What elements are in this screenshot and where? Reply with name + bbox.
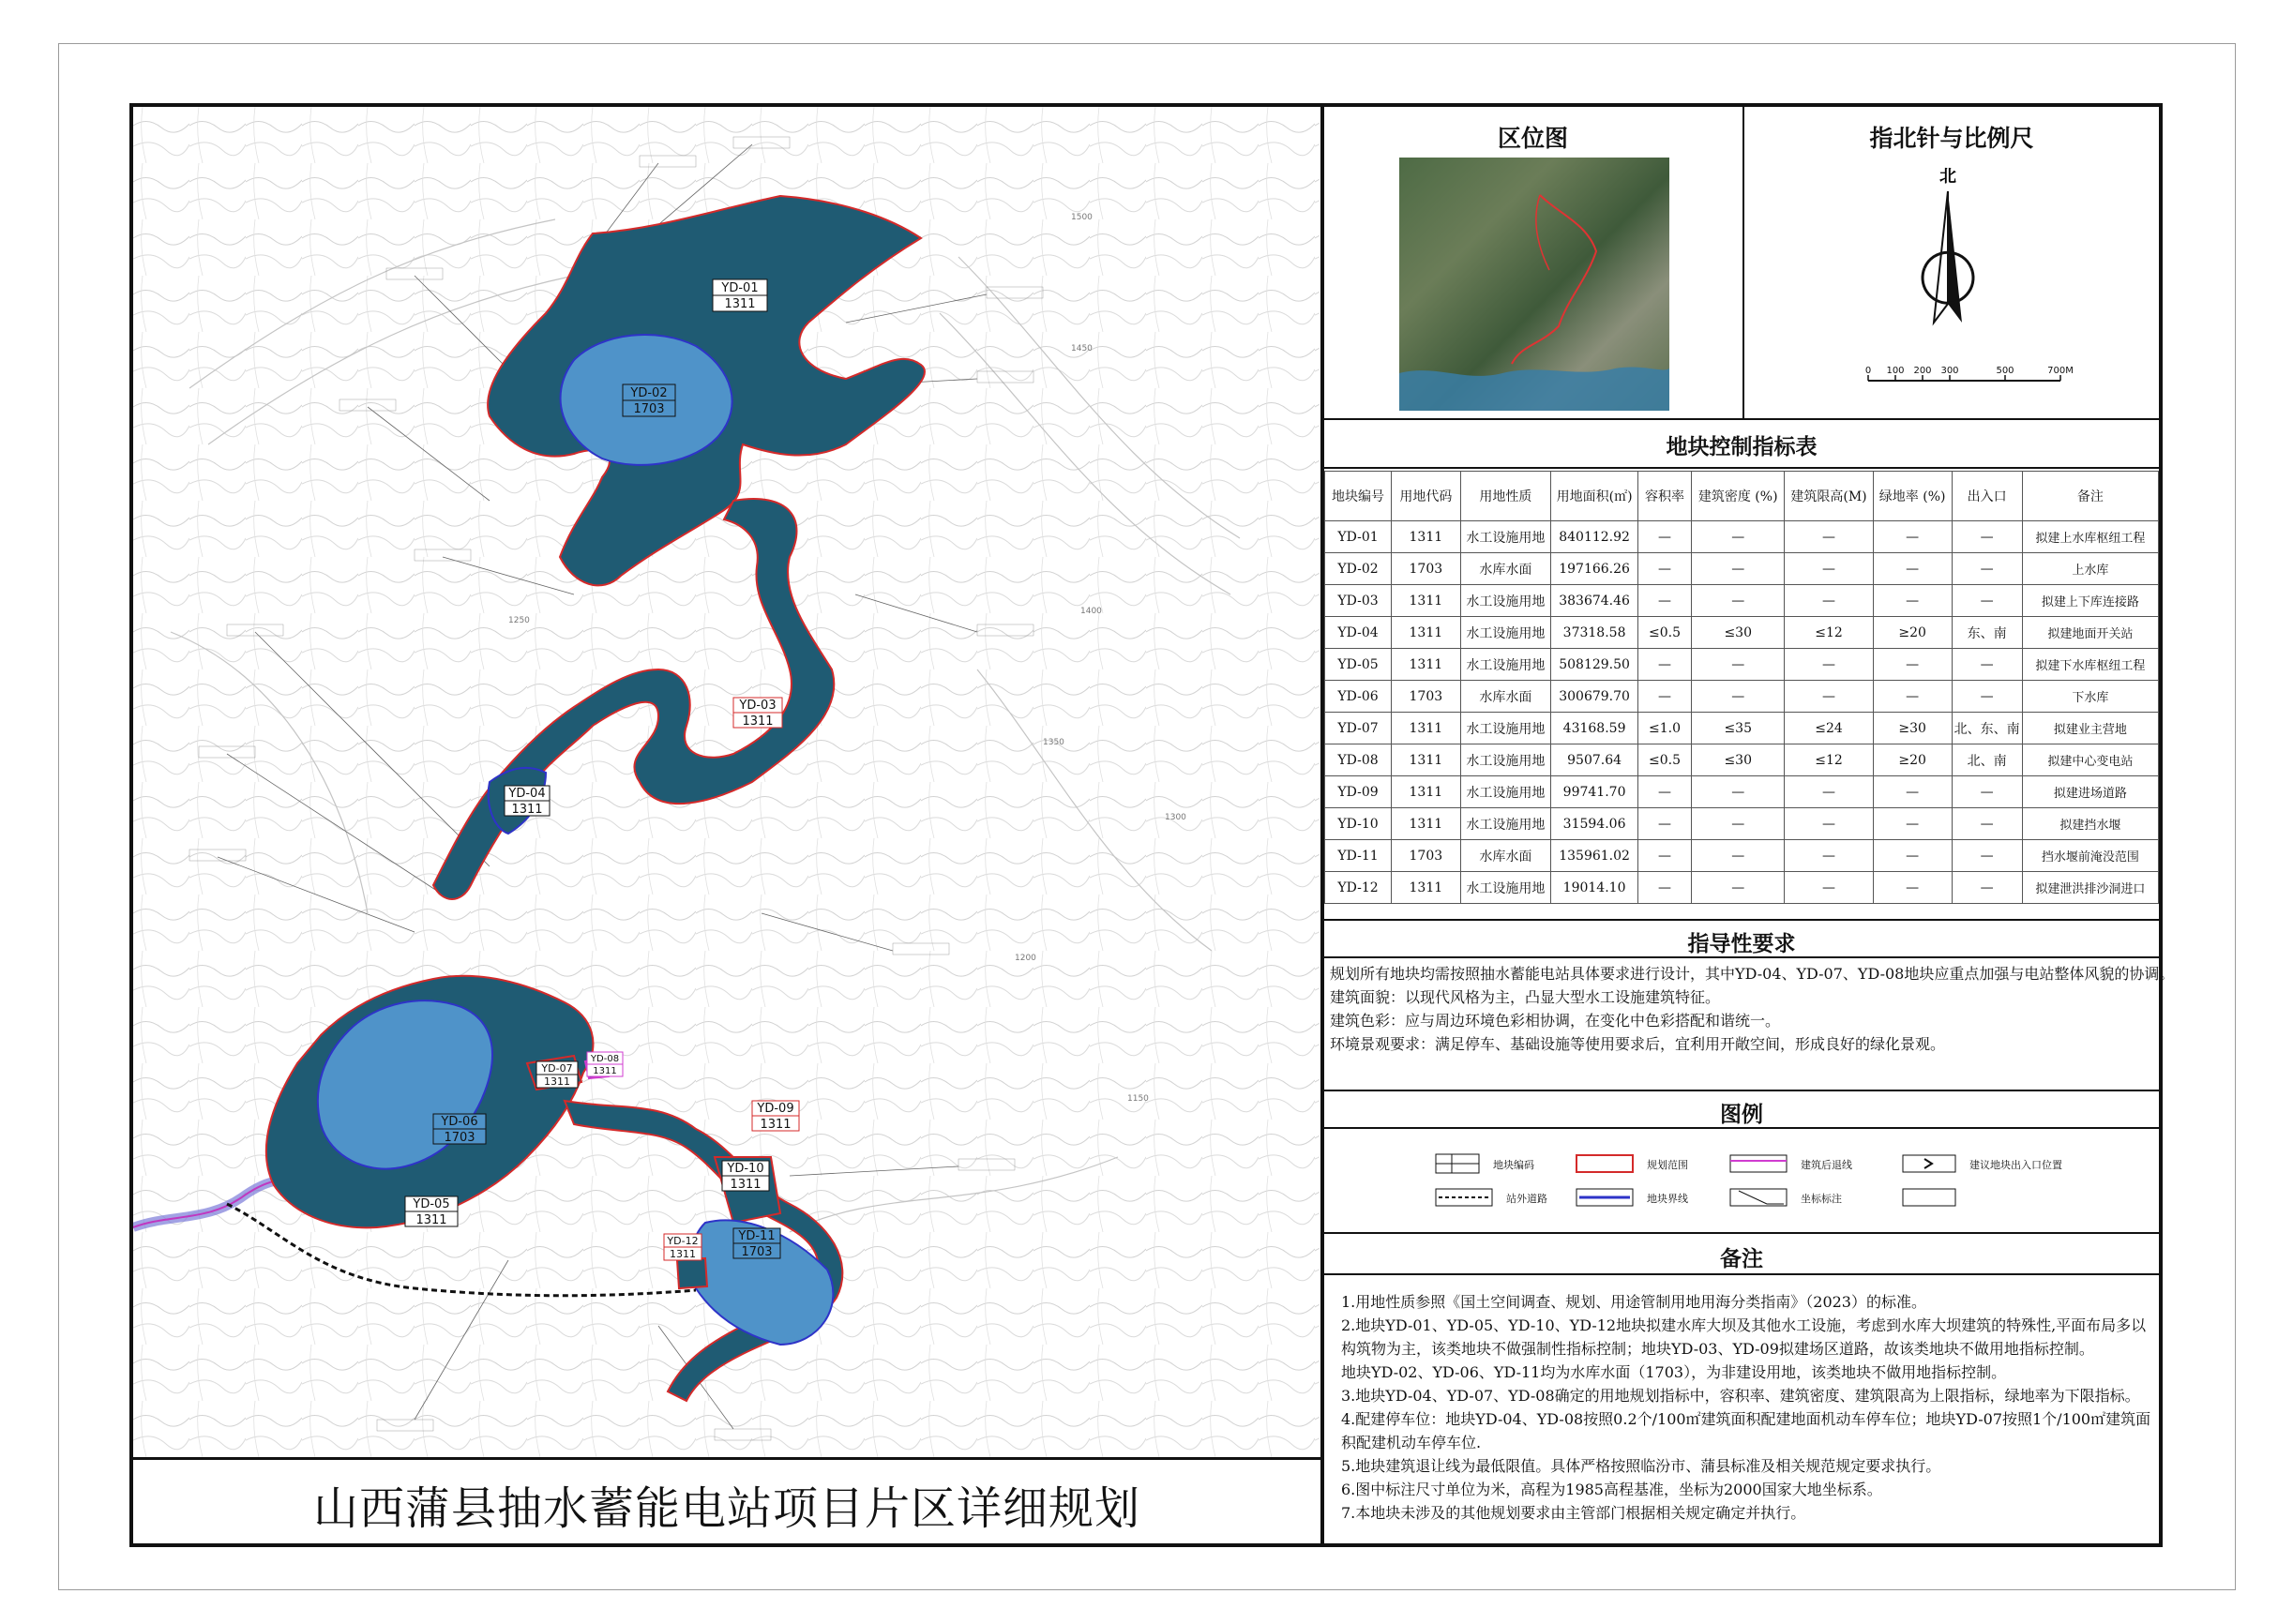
legend-planning-boundary xyxy=(1576,1153,1688,1176)
table-cell: YD-03 xyxy=(1325,585,1392,617)
notes-heading: 备注 xyxy=(1720,1246,1763,1271)
table-cell: 99741.70 xyxy=(1551,776,1638,808)
divider-4 xyxy=(1324,956,2159,958)
table-row xyxy=(1325,776,2159,808)
divider-3 xyxy=(1324,919,2159,921)
table-row xyxy=(1325,872,2159,904)
divider-1 xyxy=(1324,418,2159,420)
svg-text:YD-01: YD-01 xyxy=(721,281,759,295)
table-cell: 拟建地面开关站 xyxy=(2022,617,2158,649)
table-cell: 水工设施用地 xyxy=(1460,776,1551,808)
table-cell: ≥20 xyxy=(1873,617,1952,649)
guidance-line: 环境景观要求：满足停车、基础设施等使用要求后，宜利用开敞空间，形成良好的绿化景观。 xyxy=(1330,1035,1946,1053)
table-cell: 上水库 xyxy=(2022,553,2158,585)
table-cell: ≤35 xyxy=(1692,713,1785,744)
location-map-heading: 区位图 xyxy=(1497,125,1568,152)
table-cell: 1311 xyxy=(1392,744,1461,776)
svg-text:YD-06: YD-06 xyxy=(441,1115,478,1129)
legend-label: 站外道路 xyxy=(1506,1193,1547,1205)
table-cell: — xyxy=(1785,553,1873,585)
table-cell: — xyxy=(1785,840,1873,872)
divider-7 xyxy=(1324,1232,2159,1234)
note-line: 4.配建停车位：地块YD-04、YD-08按照0.2个/100㎡建筑面积配建地面机动车停车位；地块YD-07按照1个/100㎡建筑面积配建机动车停车位. xyxy=(1341,1410,2151,1451)
table-cell: — xyxy=(1873,776,1952,808)
legend-label: 地块编码 xyxy=(1493,1159,1534,1171)
svg-text:1311: 1311 xyxy=(415,1213,447,1227)
note-line: 2.地块YD-01、YD-05、YD-10、YD-12地块拟建水库大坝及其他水工设施，考虑到水库大坝建筑的特殊性,平面布局多以构筑物为主，该类地块不做强制性指标控制；地块YD-03、YD-09拟建场区道路，故该类地块不做用地指标控制。 xyxy=(1341,1316,2147,1358)
table-cell: 383674.46 xyxy=(1551,585,1638,617)
table-cell: 1703 xyxy=(1392,840,1461,872)
table-row xyxy=(1325,681,2159,713)
table-cell: ≤1.0 xyxy=(1638,713,1692,744)
table-cell: 拟建进场道路 xyxy=(2022,776,2158,808)
table-cell: — xyxy=(1952,840,2022,872)
table-cell: — xyxy=(1638,649,1692,681)
external-road-swatch xyxy=(1435,1187,1495,1210)
table-cell: — xyxy=(1952,553,2022,585)
table-cell: — xyxy=(1873,808,1952,840)
table-cell: 43168.59 xyxy=(1551,713,1638,744)
svg-text:YD-04: YD-04 xyxy=(508,787,546,801)
table-cell: 拟建下水库枢纽工程 xyxy=(2022,649,2158,681)
table-cell: 北、南 xyxy=(1952,744,2022,776)
table-cell: 水工设施用地 xyxy=(1460,713,1551,744)
table-cell: ≤0.5 xyxy=(1638,617,1692,649)
svg-text:500: 500 xyxy=(1996,366,2014,376)
table-row xyxy=(1325,808,2159,840)
guidance-line: 建筑面貌：以现代风格为主，凸显大型水工设施建筑特征。 xyxy=(1330,988,1721,1006)
svg-text:1703: 1703 xyxy=(444,1131,475,1145)
note-line: 7.本地块未涉及的其他规划要求由主管部门根据相关规定确定并执行。 xyxy=(1341,1504,1806,1522)
legend-entrance xyxy=(1902,1153,2062,1176)
legend-coordinate-mark xyxy=(1729,1187,1842,1210)
parcel-label-yd-05[interactable] xyxy=(405,1196,458,1227)
table-cell: — xyxy=(1873,840,1952,872)
legend-parcel-boundary xyxy=(1576,1187,1688,1210)
svg-text:YD-10: YD-10 xyxy=(727,1162,764,1176)
table-cell: — xyxy=(1785,872,1873,904)
table-cell: 19014.10 xyxy=(1551,872,1638,904)
scale-bar xyxy=(1859,360,2074,398)
legend-label: 建筑后退线 xyxy=(1801,1159,1852,1171)
legend-label: 坐标标注 xyxy=(1801,1193,1842,1205)
table-cell: 拟建挡水堰 xyxy=(2022,808,2158,840)
info-panel xyxy=(1324,107,2175,1543)
table-cell: YD-02 xyxy=(1325,553,1392,585)
table-cell: ≥30 xyxy=(1873,713,1952,744)
legend-label: 规划范围 xyxy=(1647,1159,1688,1171)
svg-text:1311: 1311 xyxy=(511,803,543,817)
svg-text:1350: 1350 xyxy=(1043,738,1064,747)
svg-text:YD-05: YD-05 xyxy=(413,1197,450,1211)
divider-8 xyxy=(1324,1273,2159,1275)
svg-text:1450: 1450 xyxy=(1071,344,1093,353)
parcel-label-yd-08[interactable] xyxy=(587,1052,623,1076)
divider-2 xyxy=(1324,467,2159,469)
table-cell: 北、东、南 xyxy=(1952,713,2022,744)
table-cell: — xyxy=(1785,808,1873,840)
table-cell: 1311 xyxy=(1392,713,1461,744)
table-cell: — xyxy=(1638,585,1692,617)
svg-text:1311: 1311 xyxy=(544,1075,570,1088)
table-cell: YD-09 xyxy=(1325,776,1392,808)
table-cell: 1311 xyxy=(1392,776,1461,808)
svg-text:YD-12: YD-12 xyxy=(667,1235,699,1247)
table-cell: 水库水面 xyxy=(1460,553,1551,585)
table-cell: YD-08 xyxy=(1325,744,1392,776)
table-cell: — xyxy=(1638,872,1692,904)
table-cell: — xyxy=(1873,681,1952,713)
table-cell: — xyxy=(1873,553,1952,585)
table-row xyxy=(1325,553,2159,585)
control-table-heading: 地块控制指标表 xyxy=(1666,434,1818,459)
table-cell: — xyxy=(1638,840,1692,872)
divider-5 xyxy=(1324,1090,2159,1091)
planning-boundary-swatch xyxy=(1576,1153,1636,1176)
table-cell: 300679.70 xyxy=(1551,681,1638,713)
table-cell: 水工设施用地 xyxy=(1460,585,1551,617)
map-title: 山西蒲县抽水蓄能电站项目片区详细规划 xyxy=(312,1483,1140,1534)
note-line: 1.用地性质参照《国土空间调查、规划、用途管制用地用海分类指南》（2023）的标准。 xyxy=(1341,1293,1926,1311)
setback-line-swatch xyxy=(1729,1153,1789,1176)
table-cell: 840112.92 xyxy=(1551,521,1638,553)
table-cell: — xyxy=(1638,808,1692,840)
title-divider xyxy=(133,1457,1320,1460)
table-cell: — xyxy=(1952,808,2022,840)
table-cell: 下水库 xyxy=(2022,681,2158,713)
table-cell: ≤30 xyxy=(1692,744,1785,776)
col-header: 建筑密度 (%) xyxy=(1692,472,1785,521)
plan-map-svg xyxy=(133,107,1320,1459)
table-cell: — xyxy=(1785,681,1873,713)
legend-empty-swatch xyxy=(1902,1187,1958,1210)
table-cell: — xyxy=(1785,649,1873,681)
table-cell: 1311 xyxy=(1392,585,1461,617)
table-cell: 水工设施用地 xyxy=(1460,617,1551,649)
svg-text:1400: 1400 xyxy=(1080,607,1102,616)
note-line: 5.地块建筑退让线为最低限值。具体严格按照临汾市、蒲县标准及相关规范规定要求执行。 xyxy=(1341,1457,1941,1475)
svg-text:1311: 1311 xyxy=(670,1248,696,1260)
location-map-overlay xyxy=(1399,158,1669,411)
table-cell: 31594.06 xyxy=(1551,808,1638,840)
svg-text:1300: 1300 xyxy=(1165,813,1186,822)
entrance-icon xyxy=(1902,1153,1958,1176)
table-cell: — xyxy=(1692,585,1785,617)
parcel-code-swatch xyxy=(1435,1153,1482,1176)
table-cell: 1311 xyxy=(1392,617,1461,649)
table-cell: ≥20 xyxy=(1873,744,1952,776)
col-header: 绿地率 (%) xyxy=(1873,472,1952,521)
table-cell: 9507.64 xyxy=(1551,744,1638,776)
table-cell: 挡水堰前淹没范围 xyxy=(2022,840,2158,872)
table-cell: — xyxy=(1785,521,1873,553)
svg-text:YD-02: YD-02 xyxy=(630,386,668,400)
table-row xyxy=(1325,585,2159,617)
table-cell: YD-12 xyxy=(1325,872,1392,904)
svg-text:300: 300 xyxy=(1940,366,1959,376)
svg-text:200: 200 xyxy=(1913,366,1932,376)
table-cell: — xyxy=(1692,840,1785,872)
parcel-label-yd-10[interactable] xyxy=(722,1161,769,1192)
table-cell: YD-05 xyxy=(1325,649,1392,681)
table-cell: 水工设施用地 xyxy=(1460,872,1551,904)
table-cell: — xyxy=(1638,553,1692,585)
table-cell: — xyxy=(1873,585,1952,617)
svg-text:1311: 1311 xyxy=(730,1178,762,1192)
parcel-label-yd-12[interactable] xyxy=(664,1234,701,1260)
table-cell: ≤12 xyxy=(1785,744,1873,776)
table-cell: — xyxy=(1952,521,2022,553)
svg-text:0: 0 xyxy=(1864,366,1872,376)
table-cell: — xyxy=(1692,521,1785,553)
table-cell: 拟建上下库连接路 xyxy=(2022,585,2158,617)
table-cell: — xyxy=(1785,776,1873,808)
table-cell: — xyxy=(1952,649,2022,681)
table-row xyxy=(1325,840,2159,872)
north-arrow xyxy=(1906,163,1990,351)
parcel-label-yd-01[interactable] xyxy=(713,279,767,311)
legend-setback-line xyxy=(1729,1153,1852,1176)
control-table xyxy=(1324,471,2159,904)
table-row xyxy=(1325,521,2159,553)
table-cell: 水工设施用地 xyxy=(1460,808,1551,840)
svg-text:YD-08: YD-08 xyxy=(590,1054,620,1064)
notes-text xyxy=(1341,1290,2152,1525)
table-cell: — xyxy=(1785,585,1873,617)
table-cell: — xyxy=(1692,681,1785,713)
table-cell: ≤0.5 xyxy=(1638,744,1692,776)
svg-text:1500: 1500 xyxy=(1071,213,1093,222)
table-cell: 水工设施用地 xyxy=(1460,649,1551,681)
parcel-label-yd-09[interactable] xyxy=(752,1101,799,1132)
svg-text:1250: 1250 xyxy=(508,616,530,625)
table-cell: 水工设施用地 xyxy=(1460,744,1551,776)
table-cell: — xyxy=(1692,872,1785,904)
note-line: 地块YD-02、YD-06、YD-11均为水库水面（1703），为非建设用地，该类地块不做用地指标控制。 xyxy=(1341,1363,2007,1381)
parcel-label-yd-04[interactable] xyxy=(505,786,550,817)
svg-text:100: 100 xyxy=(1886,366,1905,376)
svg-text:1311: 1311 xyxy=(760,1118,792,1132)
table-header-row xyxy=(1325,472,2159,521)
col-header: 备注 xyxy=(2022,472,2158,521)
table-cell: 1703 xyxy=(1392,553,1461,585)
table-cell: 135961.02 xyxy=(1551,840,1638,872)
table-cell: 508129.50 xyxy=(1551,649,1638,681)
svg-text:1200: 1200 xyxy=(1015,954,1036,963)
table-cell: — xyxy=(1638,521,1692,553)
parcel-label-yd-03[interactable] xyxy=(733,698,782,729)
col-header: 出入口 xyxy=(1952,472,2022,521)
svg-text:1150: 1150 xyxy=(1127,1094,1149,1104)
north-label: 北 xyxy=(1939,167,1956,187)
parcel-label-yd-11[interactable] xyxy=(733,1228,780,1259)
table-cell: — xyxy=(1873,521,1952,553)
guidance-heading: 指导性要求 xyxy=(1687,931,1796,956)
table-cell: — xyxy=(1873,872,1952,904)
table-cell: 水库水面 xyxy=(1460,840,1551,872)
table-cell: — xyxy=(1952,872,2022,904)
parcel-label-yd-07[interactable] xyxy=(536,1061,578,1088)
table-cell: 拟建上水库枢纽工程 xyxy=(2022,521,2158,553)
table-cell: — xyxy=(1692,649,1785,681)
table-cell: — xyxy=(1692,808,1785,840)
table-cell: 东、南 xyxy=(1952,617,2022,649)
col-header: 地块编号 xyxy=(1325,472,1392,521)
divider-6 xyxy=(1324,1127,2159,1129)
parcel-label-yd-06[interactable] xyxy=(433,1114,486,1145)
table-row xyxy=(1325,649,2159,681)
table-cell: YD-06 xyxy=(1325,681,1392,713)
parcel-yd-12-area[interactable] xyxy=(677,1258,707,1288)
location-map-image[interactable] xyxy=(1399,158,1669,411)
svg-text:YD-07: YD-07 xyxy=(541,1062,573,1075)
table-cell: 1703 xyxy=(1392,681,1461,713)
table-cell: — xyxy=(1952,776,2022,808)
note-line: 6.图中标注尺寸单位为米，高程为1985高程基准，坐标为2000国家大地坐标系。 xyxy=(1341,1481,1882,1498)
table-cell: YD-01 xyxy=(1325,521,1392,553)
svg-text:YD-11: YD-11 xyxy=(738,1229,776,1243)
guidance-line: 规划所有地块均需按照抽水蓄能电站具体要求进行设计，其中YD-04、YD-07、YD-08地块应重点加强与电站整体风貌的协调。 xyxy=(1330,965,2175,983)
parcel-boundary-swatch xyxy=(1576,1187,1636,1210)
table-cell: — xyxy=(1692,553,1785,585)
table-cell: ≤30 xyxy=(1692,617,1785,649)
col-header: 容积率 xyxy=(1638,472,1692,521)
table-cell: — xyxy=(1952,681,2022,713)
table-cell: YD-11 xyxy=(1325,840,1392,872)
legend-heading: 图例 xyxy=(1720,1102,1763,1127)
col-header: 用地代码 xyxy=(1392,472,1461,521)
legend-label: 建议地块出入口位置 xyxy=(1969,1159,2062,1171)
legend-parcel-code xyxy=(1435,1153,1534,1176)
svg-text:YD-03: YD-03 xyxy=(739,699,777,713)
table-cell: 拟建业主营地 xyxy=(2022,713,2158,744)
table-cell: 水库水面 xyxy=(1460,681,1551,713)
plan-map xyxy=(133,107,1320,1459)
table-cell: YD-04 xyxy=(1325,617,1392,649)
table-row xyxy=(1325,617,2159,649)
table-cell: ≤24 xyxy=(1785,713,1873,744)
table-cell: — xyxy=(1638,681,1692,713)
table-row xyxy=(1325,713,2159,744)
table-cell: 拟建中心变电站 xyxy=(2022,744,2158,776)
svg-text:1311: 1311 xyxy=(742,714,774,729)
svg-text:1311: 1311 xyxy=(593,1066,617,1076)
svg-text:1703: 1703 xyxy=(741,1245,773,1259)
col-header: 建筑限高(M) xyxy=(1785,472,1873,521)
table-cell: — xyxy=(1952,585,2022,617)
guidance-text xyxy=(1330,962,2175,1056)
svg-text:1311: 1311 xyxy=(724,297,756,311)
north-scale-heading: 指北针与比例尺 xyxy=(1869,125,2034,152)
svg-text:1703: 1703 xyxy=(633,402,665,416)
svg-text:700M: 700M xyxy=(2047,366,2074,376)
note-line: 3.地块YD-04、YD-07、YD-08确定的用地规划指标中，容积率、建筑密度、建筑限高为上限指标，绿地率为下限指标。 xyxy=(1341,1387,2140,1405)
table-cell: — xyxy=(1873,649,1952,681)
table-cell: 1311 xyxy=(1392,649,1461,681)
table-cell: 水工设施用地 xyxy=(1460,521,1551,553)
guidance-line: 建筑色彩：应与周边环境色彩相协调，在变化中色彩搭配和谐统一。 xyxy=(1330,1012,1781,1030)
table-cell: YD-07 xyxy=(1325,713,1392,744)
table-cell: 1311 xyxy=(1392,521,1461,553)
table-cell: — xyxy=(1638,776,1692,808)
coordinate-mark-swatch xyxy=(1729,1187,1789,1210)
col-header: 用地性质 xyxy=(1460,472,1551,521)
svg-text:YD-09: YD-09 xyxy=(757,1102,794,1116)
table-cell: 1311 xyxy=(1392,872,1461,904)
table-cell: 拟建泄洪排沙洞进口 xyxy=(2022,872,2158,904)
legend-label: 地块界线 xyxy=(1647,1193,1688,1205)
table-row xyxy=(1325,744,2159,776)
table-cell: 1311 xyxy=(1392,808,1461,840)
table-cell: ≤12 xyxy=(1785,617,1873,649)
col-header: 用地面积(㎡) xyxy=(1551,472,1638,521)
control-table-body xyxy=(1325,521,2159,904)
table-cell: YD-10 xyxy=(1325,808,1392,840)
legend-external-road xyxy=(1435,1187,1547,1210)
table-cell: — xyxy=(1692,776,1785,808)
table-cell: 37318.58 xyxy=(1551,617,1638,649)
table-cell: 197166.26 xyxy=(1551,553,1638,585)
parcel-label-yd-02[interactable] xyxy=(623,384,675,416)
